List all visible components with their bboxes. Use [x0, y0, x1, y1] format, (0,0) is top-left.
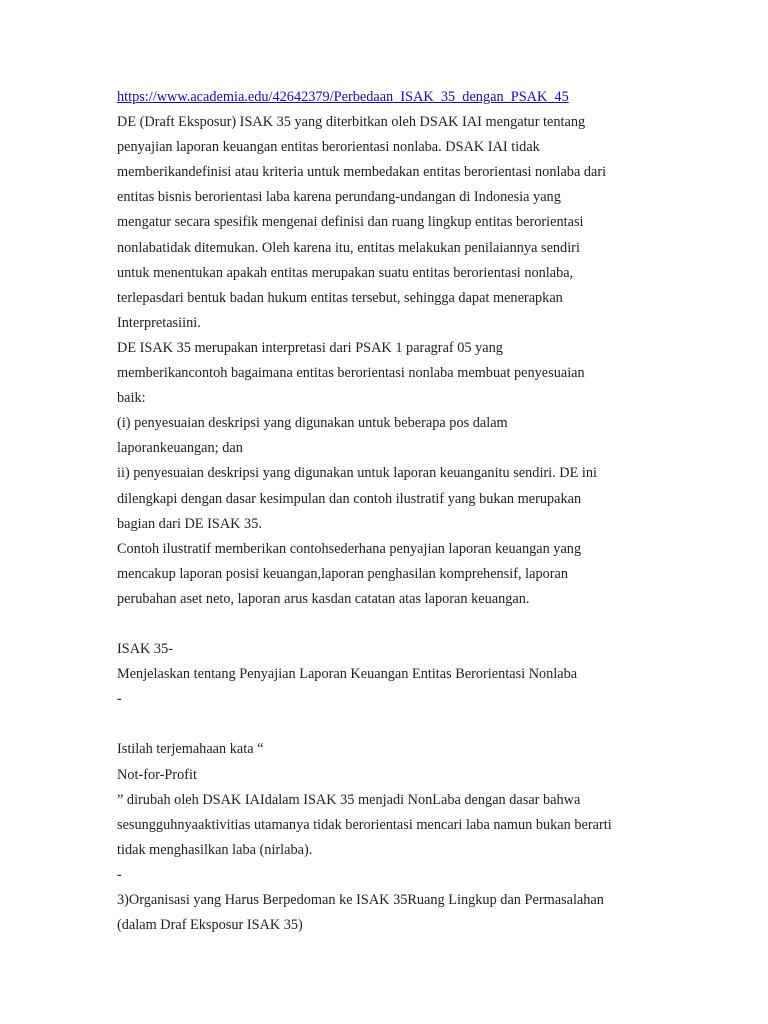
text-line: Menjelaskan tentang Penyajian Laporan Keuangan Entitas Berorientasi Nonlaba: [117, 666, 578, 683]
text-line: (dalam Draf Eksposur ISAK 35): [117, 917, 303, 934]
text-line: ii) penyesuaian deskripsi yang digunakan untuk laporan keuanganitu sendiri. DE ini: [117, 465, 598, 482]
text-line: bagian dari DE ISAK 35.: [117, 515, 262, 532]
text-line: penyajian laporan keuangan entitas berorientasi nonlaba. DSAK IAI tidak: [117, 139, 540, 156]
document-body: [117, 110, 737, 938]
text-line: DE (Draft Eksposur) ISAK 35 yang diterbitkan oleh DSAK IAI mengatur tentang: [117, 114, 586, 131]
text-line: -: [117, 691, 122, 708]
text-line: perubahan aset neto, laporan arus kasdan catatan atas laporan keuangan.: [117, 590, 530, 607]
text-line: -: [117, 866, 122, 883]
text-line: Not-for-Profit: [117, 766, 197, 783]
text-line: baik:: [117, 390, 146, 407]
text-line: entitas bisnis berorientasi laba karena perundang-undangan di Indonesia yang: [117, 189, 561, 206]
text-line: laporankeuangan; dan: [117, 440, 243, 457]
text-line: mengatur secara spesifik mengenai definisi dan ruang lingkup entitas berorientasi: [117, 214, 584, 231]
text-line: Istilah terjemahaan kata “: [117, 741, 264, 758]
blank-line: [117, 612, 737, 637]
text-line: mencakup laporan posisi keuangan,laporan penghasilan komprehensif, laporan: [117, 565, 569, 582]
text-line: terlepasdari bentuk badan hukum entitas tersebut, sehingga dapat menerapkan: [117, 289, 563, 306]
text-line: memberikancontoh bagaimana entitas berorientasi nonlaba membuat penyesuaian: [117, 365, 585, 382]
source-link[interactable]: https://www.academia.edu/42642379/Perbedaan_ISAK_35_dengan_PSAK_45: [117, 89, 569, 105]
text-line: untuk menentukan apakah entitas merupakan suatu entitas berorientasi nonlaba,: [117, 264, 574, 281]
text-line: Contoh ilustratif memberikan contohsederhana penyajian laporan keuangan yang: [117, 540, 582, 557]
text-line: DE ISAK 35 merupakan interpretasi dari PSAK 1 paragraf 05 yang: [117, 339, 503, 356]
blank-line: [117, 712, 737, 737]
text-line: ” dirubah oleh DSAK IAIdalam ISAK 35 menjadi NonLaba dengan dasar bahwa: [117, 791, 581, 808]
text-line: Interpretasiini.: [117, 314, 201, 331]
text-line: (i) penyesuaian deskripsi yang digunakan untuk beberapa pos dalam: [117, 415, 508, 432]
text-line: sesungguhnyaaktivitias utamanya tidak berorientasi mencari laba namun bukan berarti: [117, 816, 612, 833]
text-line: dilengkapi dengan dasar kesimpulan dan contoh ilustratif yang bukan merupakan: [117, 490, 582, 507]
text-line: memberikandefinisi atau kriteria untuk membedakan entitas berorientasi nonlaba dari: [117, 164, 607, 181]
document-page: [117, 85, 737, 938]
text-line: ISAK 35-: [117, 641, 173, 658]
text-line: tidak menghasilkan laba (nirlaba).: [117, 841, 313, 858]
text-line: nonlabatidak ditemukan. Oleh karena itu, entitas melakukan penilaiannya sendiri: [117, 239, 580, 256]
text-line: 3)Organisasi yang Harus Berpedoman ke ISAK 35Ruang Lingkup dan Permasalahan: [117, 892, 604, 908]
